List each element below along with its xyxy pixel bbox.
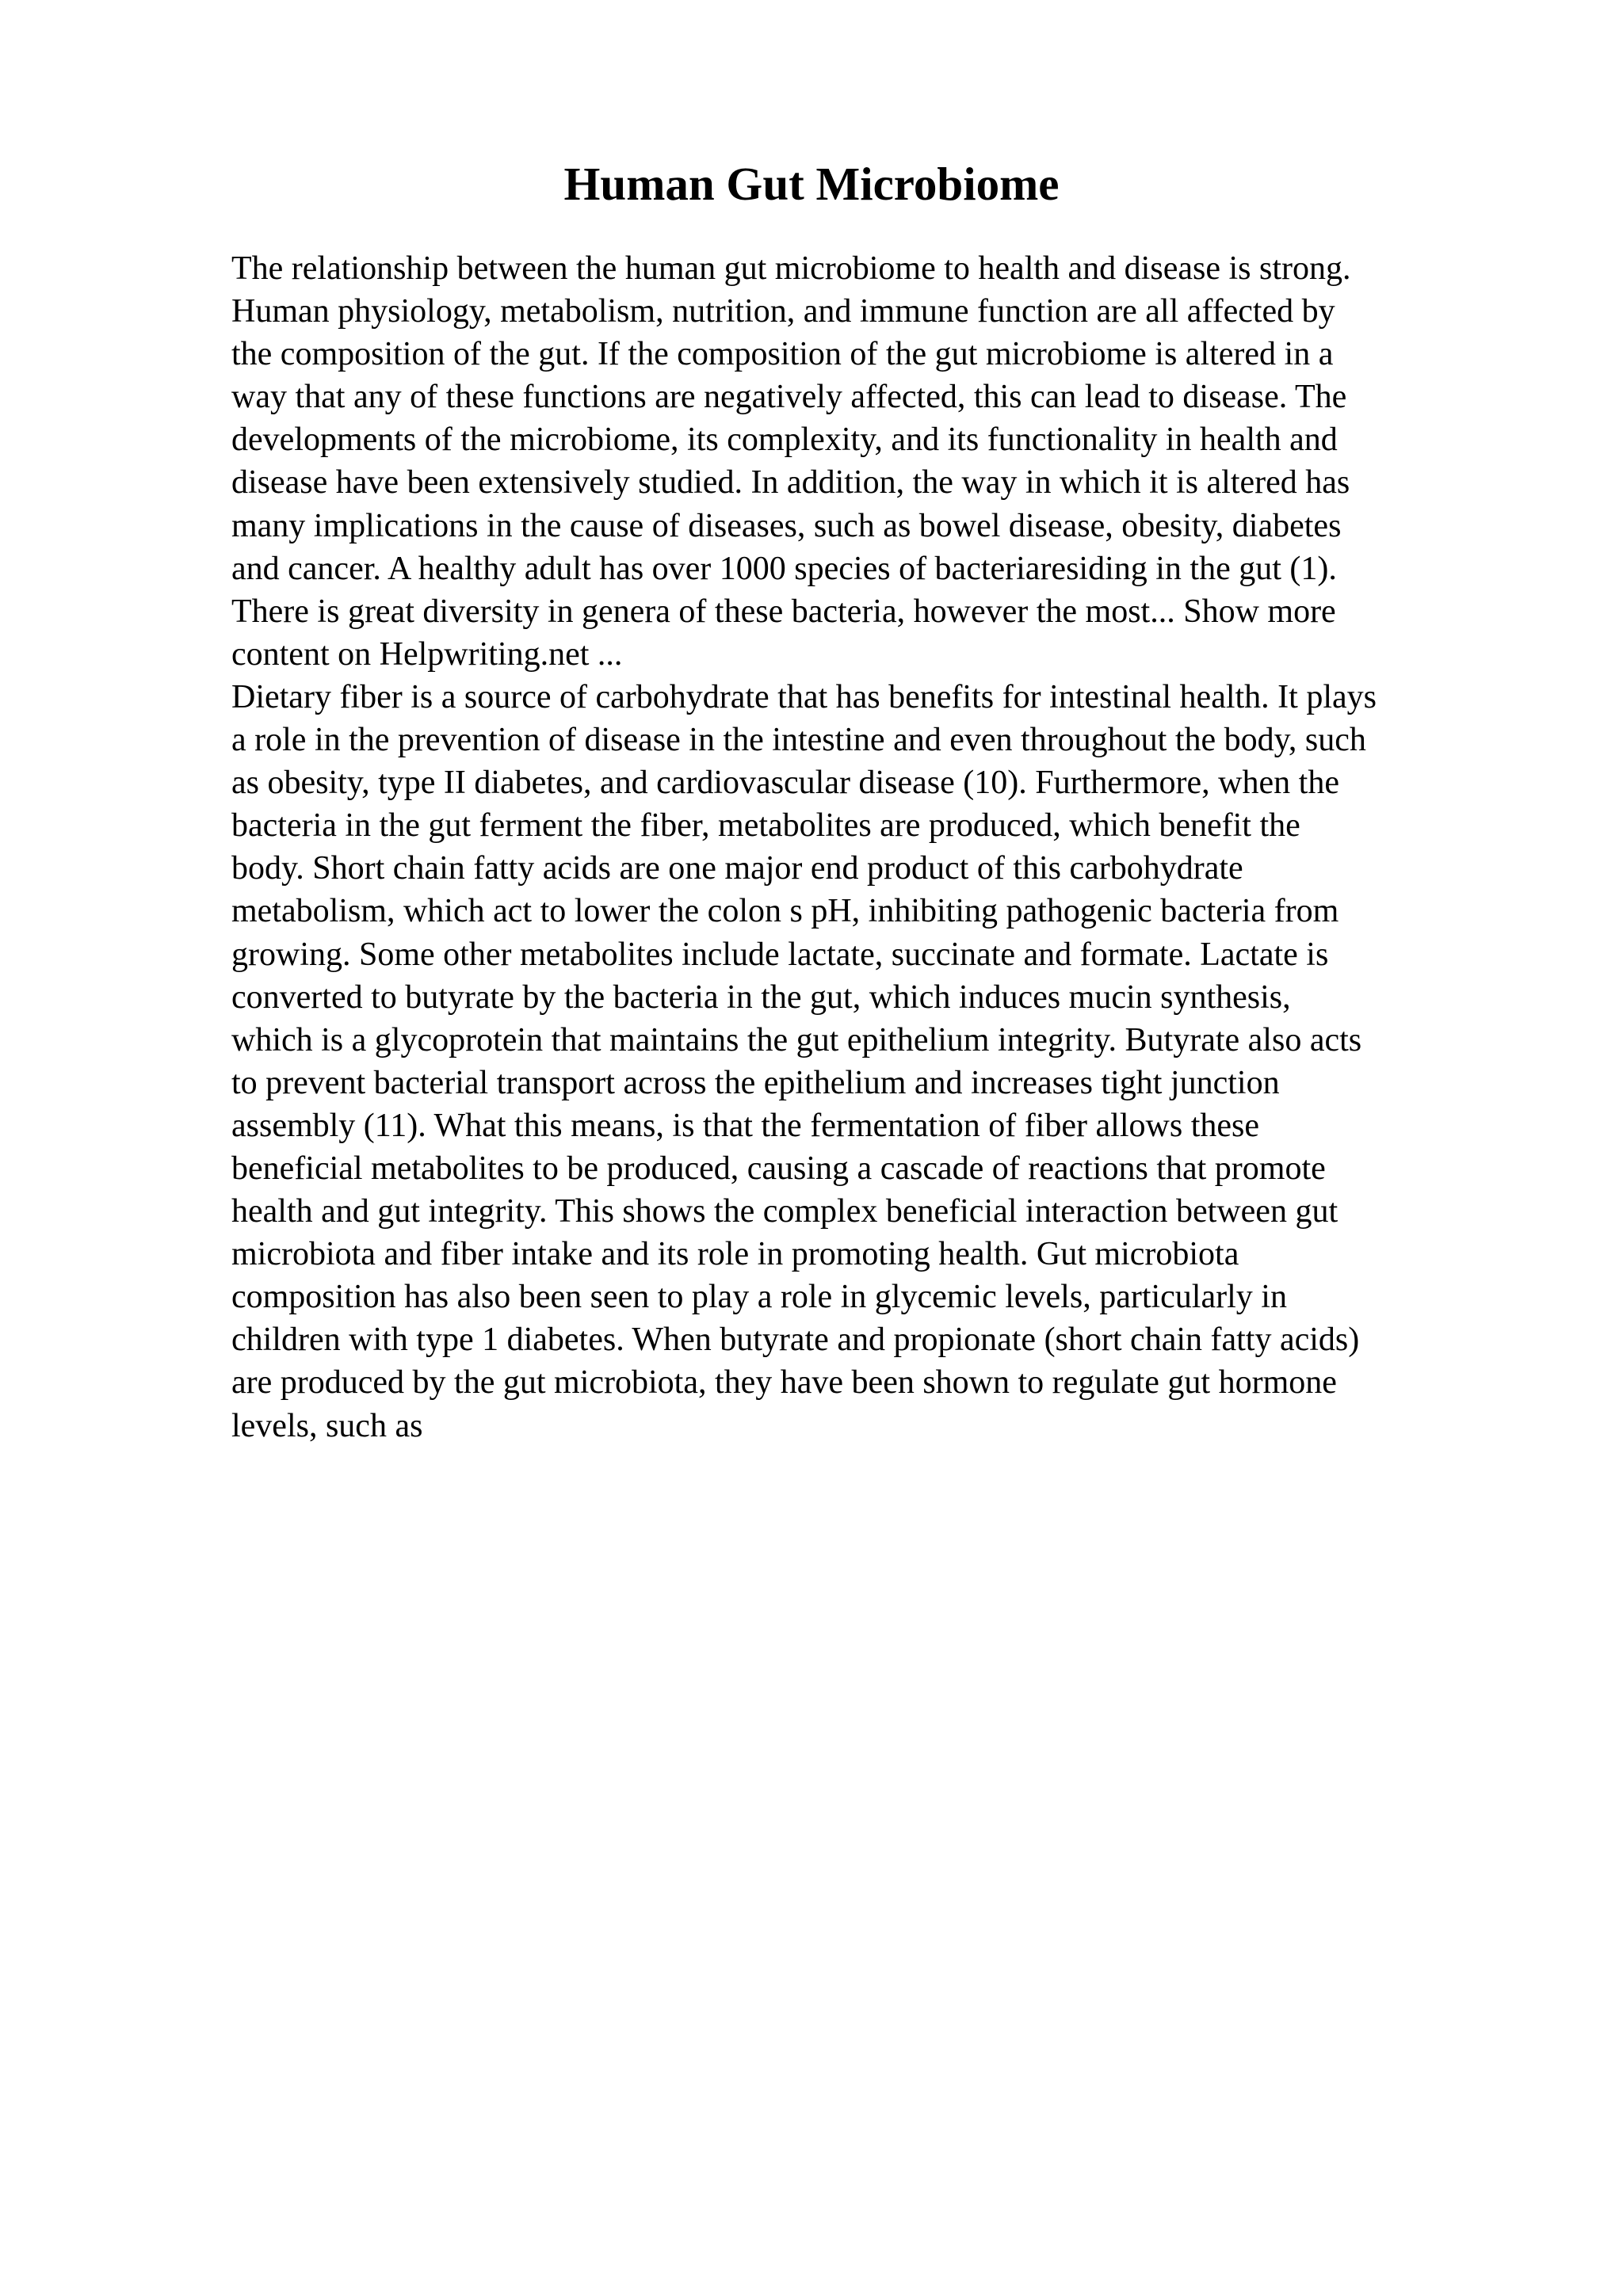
document-body (231, 247, 1523, 1447)
body-line: children with type 1 diabetes. When butyrate and propionate (short chain fatty acids) (231, 1322, 1360, 1359)
body-line: and cancer. A healthy adult has over 1000 species of bacteriaresiding in the gut (1). (231, 550, 1337, 587)
body-line: as obesity, type II diabetes, and cardiovascular disease (10). Furthermore, when the (231, 765, 1339, 802)
body-line: content on Helpwriting.net ... (231, 635, 623, 673)
body-line: many implications in the cause of diseases, such as bowel disease, obesity, diabetes (231, 507, 1342, 544)
body-line: beneficial metabolites to be produced, causing a cascade of reactions that promote (231, 1150, 1326, 1187)
body-line: levels, such as (231, 1407, 423, 1444)
body-line: disease have been extensively studied. In addition, the way in which it is altered has (231, 464, 1350, 502)
body-line: way that any of these functions are negatively affected, this can lead to disease. The (231, 379, 1347, 416)
body-line: microbiota and fiber intake and its role in promoting health. Gut microbiota (231, 1236, 1239, 1273)
body-line: health and gut integrity. This shows the complex beneficial interaction between gut (231, 1193, 1338, 1230)
body-line: Human physiology, metabolism, nutrition, and immune function are all affected by (231, 293, 1335, 330)
body-line: to prevent bacterial transport across the epithelium and increases tight junction (231, 1064, 1280, 1101)
body-line: which is a glycoprotein that maintains the gut epithelium integrity. Butyrate also acts (231, 1021, 1362, 1058)
body-line: Dietary fiber is a source of carbohydrate that has benefits for intestinal health. It plays (231, 678, 1377, 715)
document-title: Human Gut Microbiome (563, 158, 1060, 210)
body-line: the composition of the gut. If the composition of the gut microbiome is altered in a (231, 336, 1334, 373)
body-line: a role in the prevention of disease in the intestine and even throughout the body, such (231, 722, 1366, 759)
body-line: developments of the microbiome, its complexity, and its functionality in health and (231, 421, 1338, 459)
body-line: bacteria in the gut ferment the fiber, metabolites are produced, which benefit the (231, 807, 1300, 845)
body-line: The relationship between the human gut microbiome to health and disease is strong. (231, 250, 1351, 287)
body-line: body. Short chain fatty acids are one major end product of this carbohydrate (231, 850, 1243, 887)
body-line: There is great diversity in genera of these bacteria, however the most... Show more (231, 593, 1336, 630)
body-line: metabolism, which act to lower the colon s pH, inhibiting pathogenic bacteria from (231, 893, 1339, 930)
body-line: growing. Some other metabolites include lactate, succinate and formate. Lactate is (231, 936, 1329, 973)
body-line: converted to butyrate by the bacteria in the gut, which induces mucin synthesis, (231, 978, 1291, 1016)
body-line: are produced by the gut microbiota, they have been shown to regulate gut hormone (231, 1364, 1337, 1402)
body-line: composition has also been seen to play a role in glycemic levels, particularly in (231, 1279, 1287, 1316)
body-line: assembly (11). What this means, is that the fermentation of fiber allows these (231, 1107, 1259, 1144)
